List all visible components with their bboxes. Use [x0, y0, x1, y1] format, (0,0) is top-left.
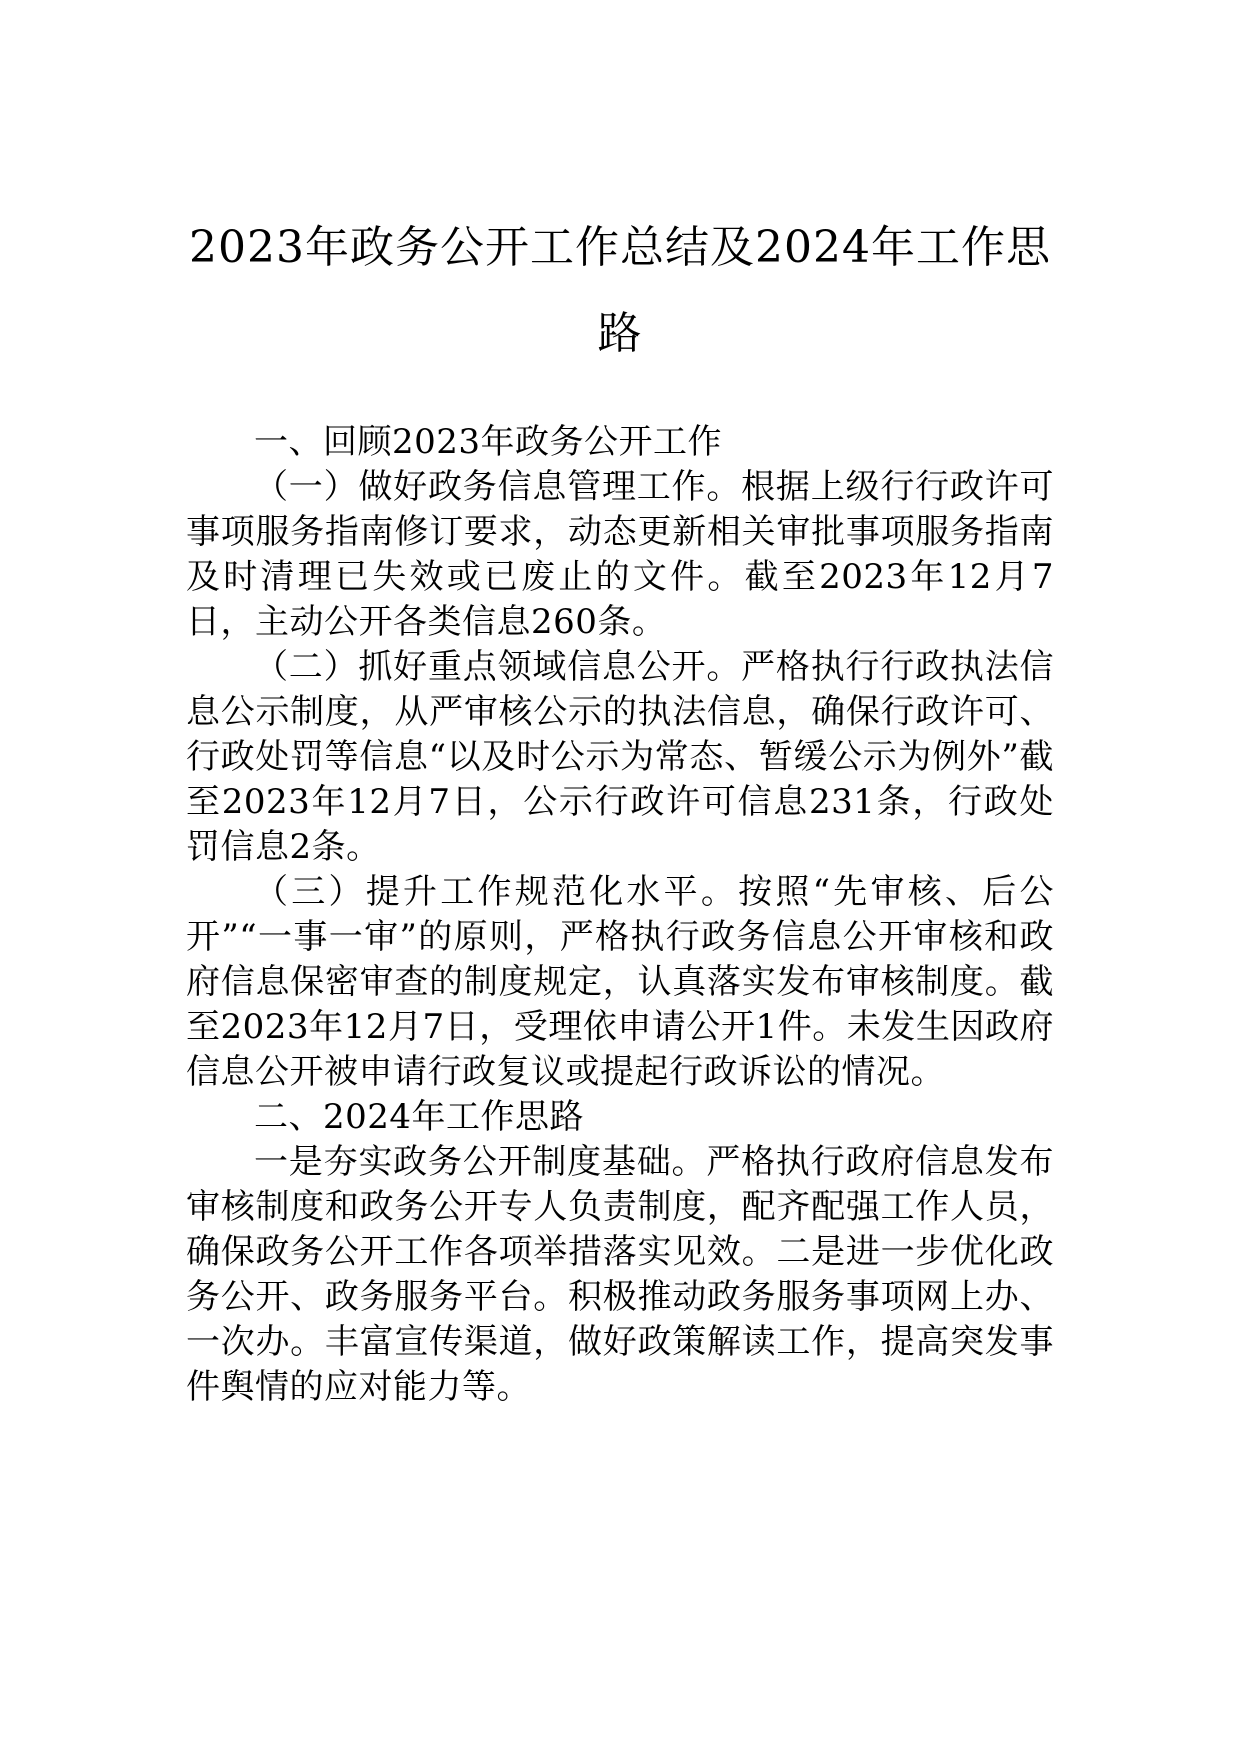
section-heading-review-2023: 一、回顾2023年政务公开工作 [254, 422, 723, 462]
paragraph-plan-2024: 一是夯实政务公开制度基础。严格执行政府信息发布审核制度和政务公开专人负责制度，配齐配强工作人员，确保政务公开工作各项举措落实见效。二是进一步优化政务公开、政务服务平台。积极推动政务服务事项网上办、一次办。丰富宣传渠道，做好政策解读工作，提高突发事件舆情的应对能力等。 [186, 1142, 1054, 1407]
document-body [186, 420, 1054, 1410]
paragraph-standardization: （三）提升工作规范化水平。按照“先审核、后公开”“一事一审”的原则，严格执行政务信息公开审核和政府信息保密审查的制度规定，认真落实发布审核制度。截至2023年12月7日，受理依申请公开1件。未发生因政府信息公开被申请行政复议或提起行政诉讼的情况。 [186, 872, 1054, 1092]
paragraph-key-areas-disclosure: （二）抓好重点领域信息公开。严格执行行政执法信息公示制度，从严审核公示的执法信息，确保行政许可、行政处罚等信息“以及时公示为常态、暂缓公示为例外”截至2023年12月7日，公示行政许可信息231条，行政处罚信息2条。 [186, 647, 1054, 867]
section-heading-plan-2024: 二、2024年工作思路 [254, 1097, 585, 1137]
paragraph-info-management: （一）做好政务信息管理工作。根据上级行行政许可事项服务指南修订要求，动态更新相关审批事项服务指南及时清理已失效或已废止的文件。截至2023年12月7日，主动公开各类信息260条。 [186, 467, 1054, 642]
document-title: 2023年政务公开工作总结及2024年工作思路 [189, 222, 1051, 359]
